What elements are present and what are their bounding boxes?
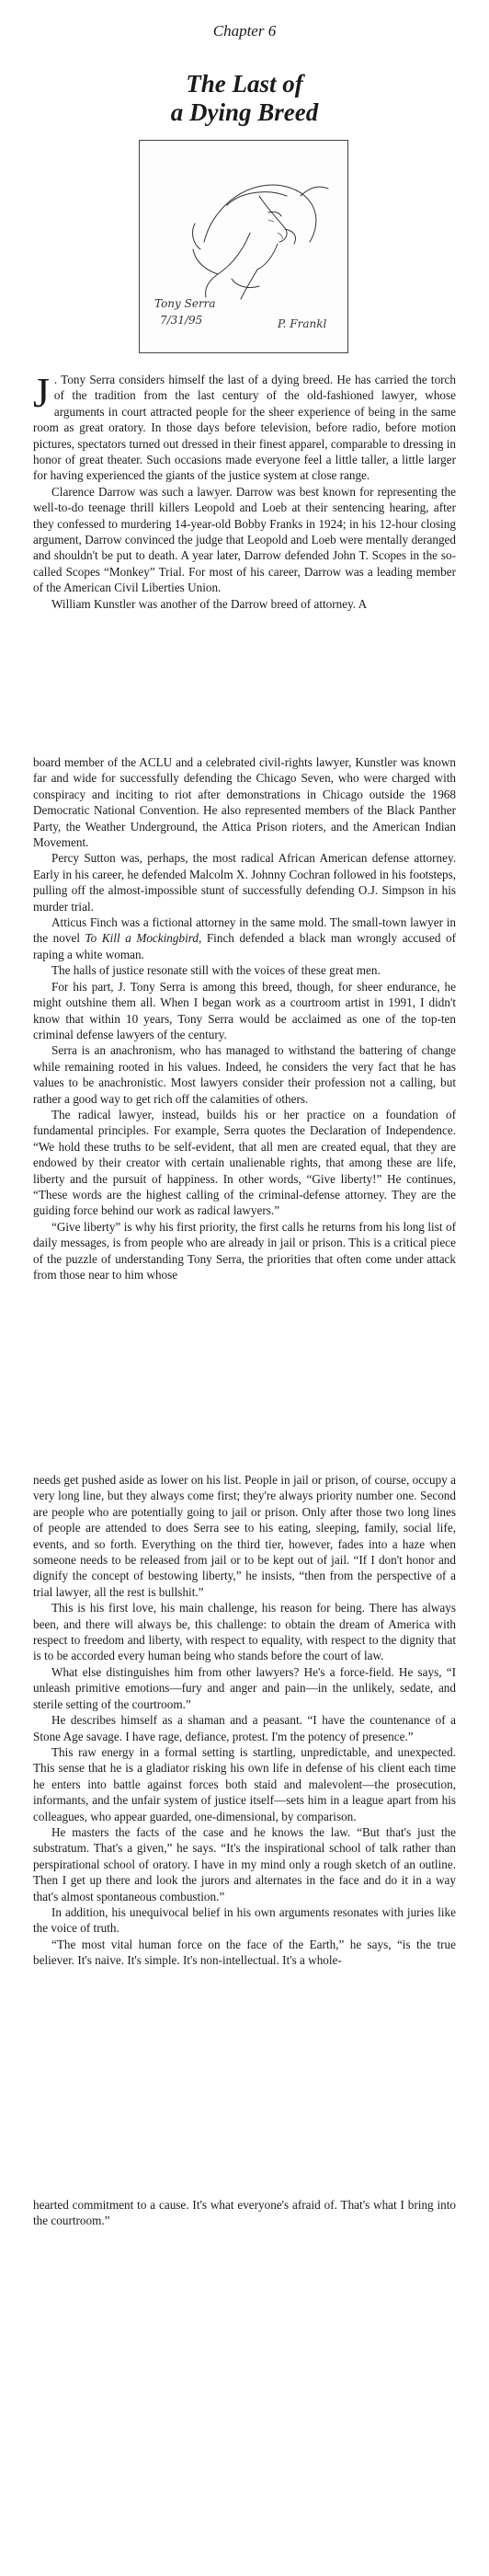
sketch-caption-date: 7/31/95 [160, 314, 203, 327]
paragraph: Serra is an anachronism, who has managed to withstand the battering of change while remaining rooted in his values. Indeed, he considers the very fact that he has values to be anachronistic. Most lawyers consider their profession not a calling, but rather a good way to get rich off the calamities of others. [33, 1043, 456, 1106]
paragraph: board member of the ACLU and a celebrated civil-rights lawyer, Kunstler was known far and wide for successfully defending the Chicago Seven, who were charged with conspiracy and inciting to riot after demonstrations in Chicago outside the 1968 Democratic National Convention. He also represented members of the Black Panther Party, the Weather Underground, the Attica Prison rioters, and the American Indian Movement. [33, 755, 456, 850]
paragraph: Atticus Finch was a fictional attorney in the same mold. The small-town lawyer in the novel To Kill a Mockingbird, Finch defended a black man wrongly accused of raping a white woman. [33, 915, 456, 961]
body-text-block-2 [33, 754, 456, 1282]
paragraph: J . Tony Serra considers himself the last of a dying breed. He has carried the torch of the tradition from the last century of the old-fashioned lawyer, whose arguments in court attracted people for the sheer experience of being in the same room as great oratory. In those days before television, before radio, before motion pictures, spectators turned out dressed in their finest apparel, comparable to dressing in honor of great theater. Such occasions made everyone feel a little taller, a little larger for having experienced the giants of the justice system at close range. [33, 369, 456, 483]
body-text-block-3 [33, 1472, 456, 1969]
paragraph: Clarence Darrow was such a lawyer. Darrow was best known for representing the well-to-do teenage thrill killers Leopold and Loeb at their sentencing hearing, after they confessed to murdering 14-year-old Bobby Franks in 1924; in his 12-hour closing argument, Darrow convinced the judge that Leopold and Loeb were mentally deranged and shouldn't be put to death. A year later, Darrow defended John T. Scopes in the so-called Scopes “Monkey” Trial. For most of his career, Darrow was a leading member of the American Civil Liberties Union. [33, 484, 456, 595]
paragraph: needs get pushed aside as lower on his list. People in jail or prison, of course, occupy a very long line, but they always come first; they're always priority number one. Second are people who are potentially going to jail or prison. Only after those two long lines of people are attended to does Serra see to his eating, sleeping, family, social life, events, and so forth. Everything on the third tier, however, fades into a haze when someone needs to be released from jail or to be kept out of jail. “If I don't honor and dignify the concept of bestowing liberty,” he insists, “then from the perspective of a trial lawyer, all the rest is bullshit.” [33, 1473, 456, 1599]
chapter-title [0, 70, 489, 127]
paragraph: “The most vital human force on the face of the Earth,” he says, “is the true believer. It's naive. It's simple. It's non-intellectual. It's a whole- [33, 1937, 456, 1968]
portrait-sketch [139, 140, 348, 353]
paragraph: He masters the facts of the case and he knows the law. “But that's just the substratum. That's a given,” he says. “It's the inspirational school of talk rather than perspirational school of oratory. I have in my mind only a rough sketch of an outline. Then I get up there and look the jurors and alternates in the face and do it in a way that's almost spontaneous combustion.” [33, 1824, 456, 1903]
body-text-block-1 [33, 369, 456, 612]
chapter-title-line-1: The Last of [186, 70, 303, 98]
paragraph: This raw energy in a formal setting is startling, unpredictable, and unexpected. This sense that he is a gladiator risking his own life in defense of his client each time he enters into battle against forces both staid and malevolent—the prosecution, informants, and the unfair system of justice itself—sets him in a league apart from his colleagues, who appear guarded, one-dimensional, by comparison. [33, 1744, 456, 1823]
paragraph: This is his first love, his main challenge, his reason for being. There has always been, and there will always be, this challenge: to obtain the dream of America with respect to freedom and liberty, with respect to equality, with respect to the dignity that is to be accorded every human being who stands before the court of law. [33, 1601, 456, 1663]
drop-cap: J [33, 369, 50, 416]
body-text-block-4 [33, 2197, 456, 2229]
paragraph: What else distinguishes him from other lawyers? He's a force-field. He says, “I unleash primitive emotions—fury and anger and pain—in the unlikely, sedate, and sterile setting of the courtroom.” [33, 1664, 456, 1711]
paragraph: The halls of justice resonate still with the voices of these great men. [51, 963, 381, 978]
paragraph: In addition, his unequivocal belief in his own arguments resonates with juries like the voice of truth. [33, 1904, 456, 1936]
paragraph: He describes himself as a shaman and a peasant. “I have the countenance of a Stone Age savage. I have rage, defiance, protest. I'm the potency of presence.” [33, 1713, 456, 1743]
paragraph: For his part, J. Tony Serra is among this breed, though, for sheer endurance, he might outshine them all. When I began work as a courtroom artist in 1991, I didn't know that within 10 years, Tony Serra would be acclaimed as one of the top-ten criminal defense lawyers of the century. [33, 979, 456, 1041]
paragraph: William Kunstler was another of the Darrow breed of attorney. A [51, 596, 368, 611]
paragraph: “Give liberty” is why his first priority, the first calls he returns from his long list of daily messages, is from people who are already in jail or prison. This is a critical piece of the puzzle of understanding Tony Serra, the priorities that often come under attack from those near to him whose [33, 1219, 456, 1282]
chapter-label: Chapter 6 [212, 22, 277, 40]
paragraph: Percy Sutton was, perhaps, the most radical African American defense attorney. Early in his career, he defended Malcolm X. Johnny Cochran followed in his footsteps, pulling off the almost-impossible stunt of successfully defending O.J. Simpson in his murder trial. [33, 851, 456, 914]
chapter-title-line-2: a Dying Breed [170, 98, 319, 126]
artist-signature: P. Frankl [278, 317, 327, 330]
sketch-caption-name: Tony Serra [154, 297, 216, 310]
paragraph: The radical lawyer, instead, builds his or her practice on a foundation of fundamental principles. For example, Serra quotes the Declaration of Independence. “We hold these truths to be self-evident, that all men are created equal, that they are endowed by their creator with certain unalienable rights, that among these are life, liberty and the pursuit of happiness. In other words, “Give liberty!” He continues, “These words are the highest calling of the criminal-defense attorney. They are the guiding force behind our work as radical lawyers.” [33, 1107, 456, 1218]
paragraph: hearted commitment to a cause. It's what everyone's afraid of. That's what I bring into the courtroom.” [33, 2198, 456, 2228]
book-title: To Kill a Mockingbird [85, 931, 199, 946]
